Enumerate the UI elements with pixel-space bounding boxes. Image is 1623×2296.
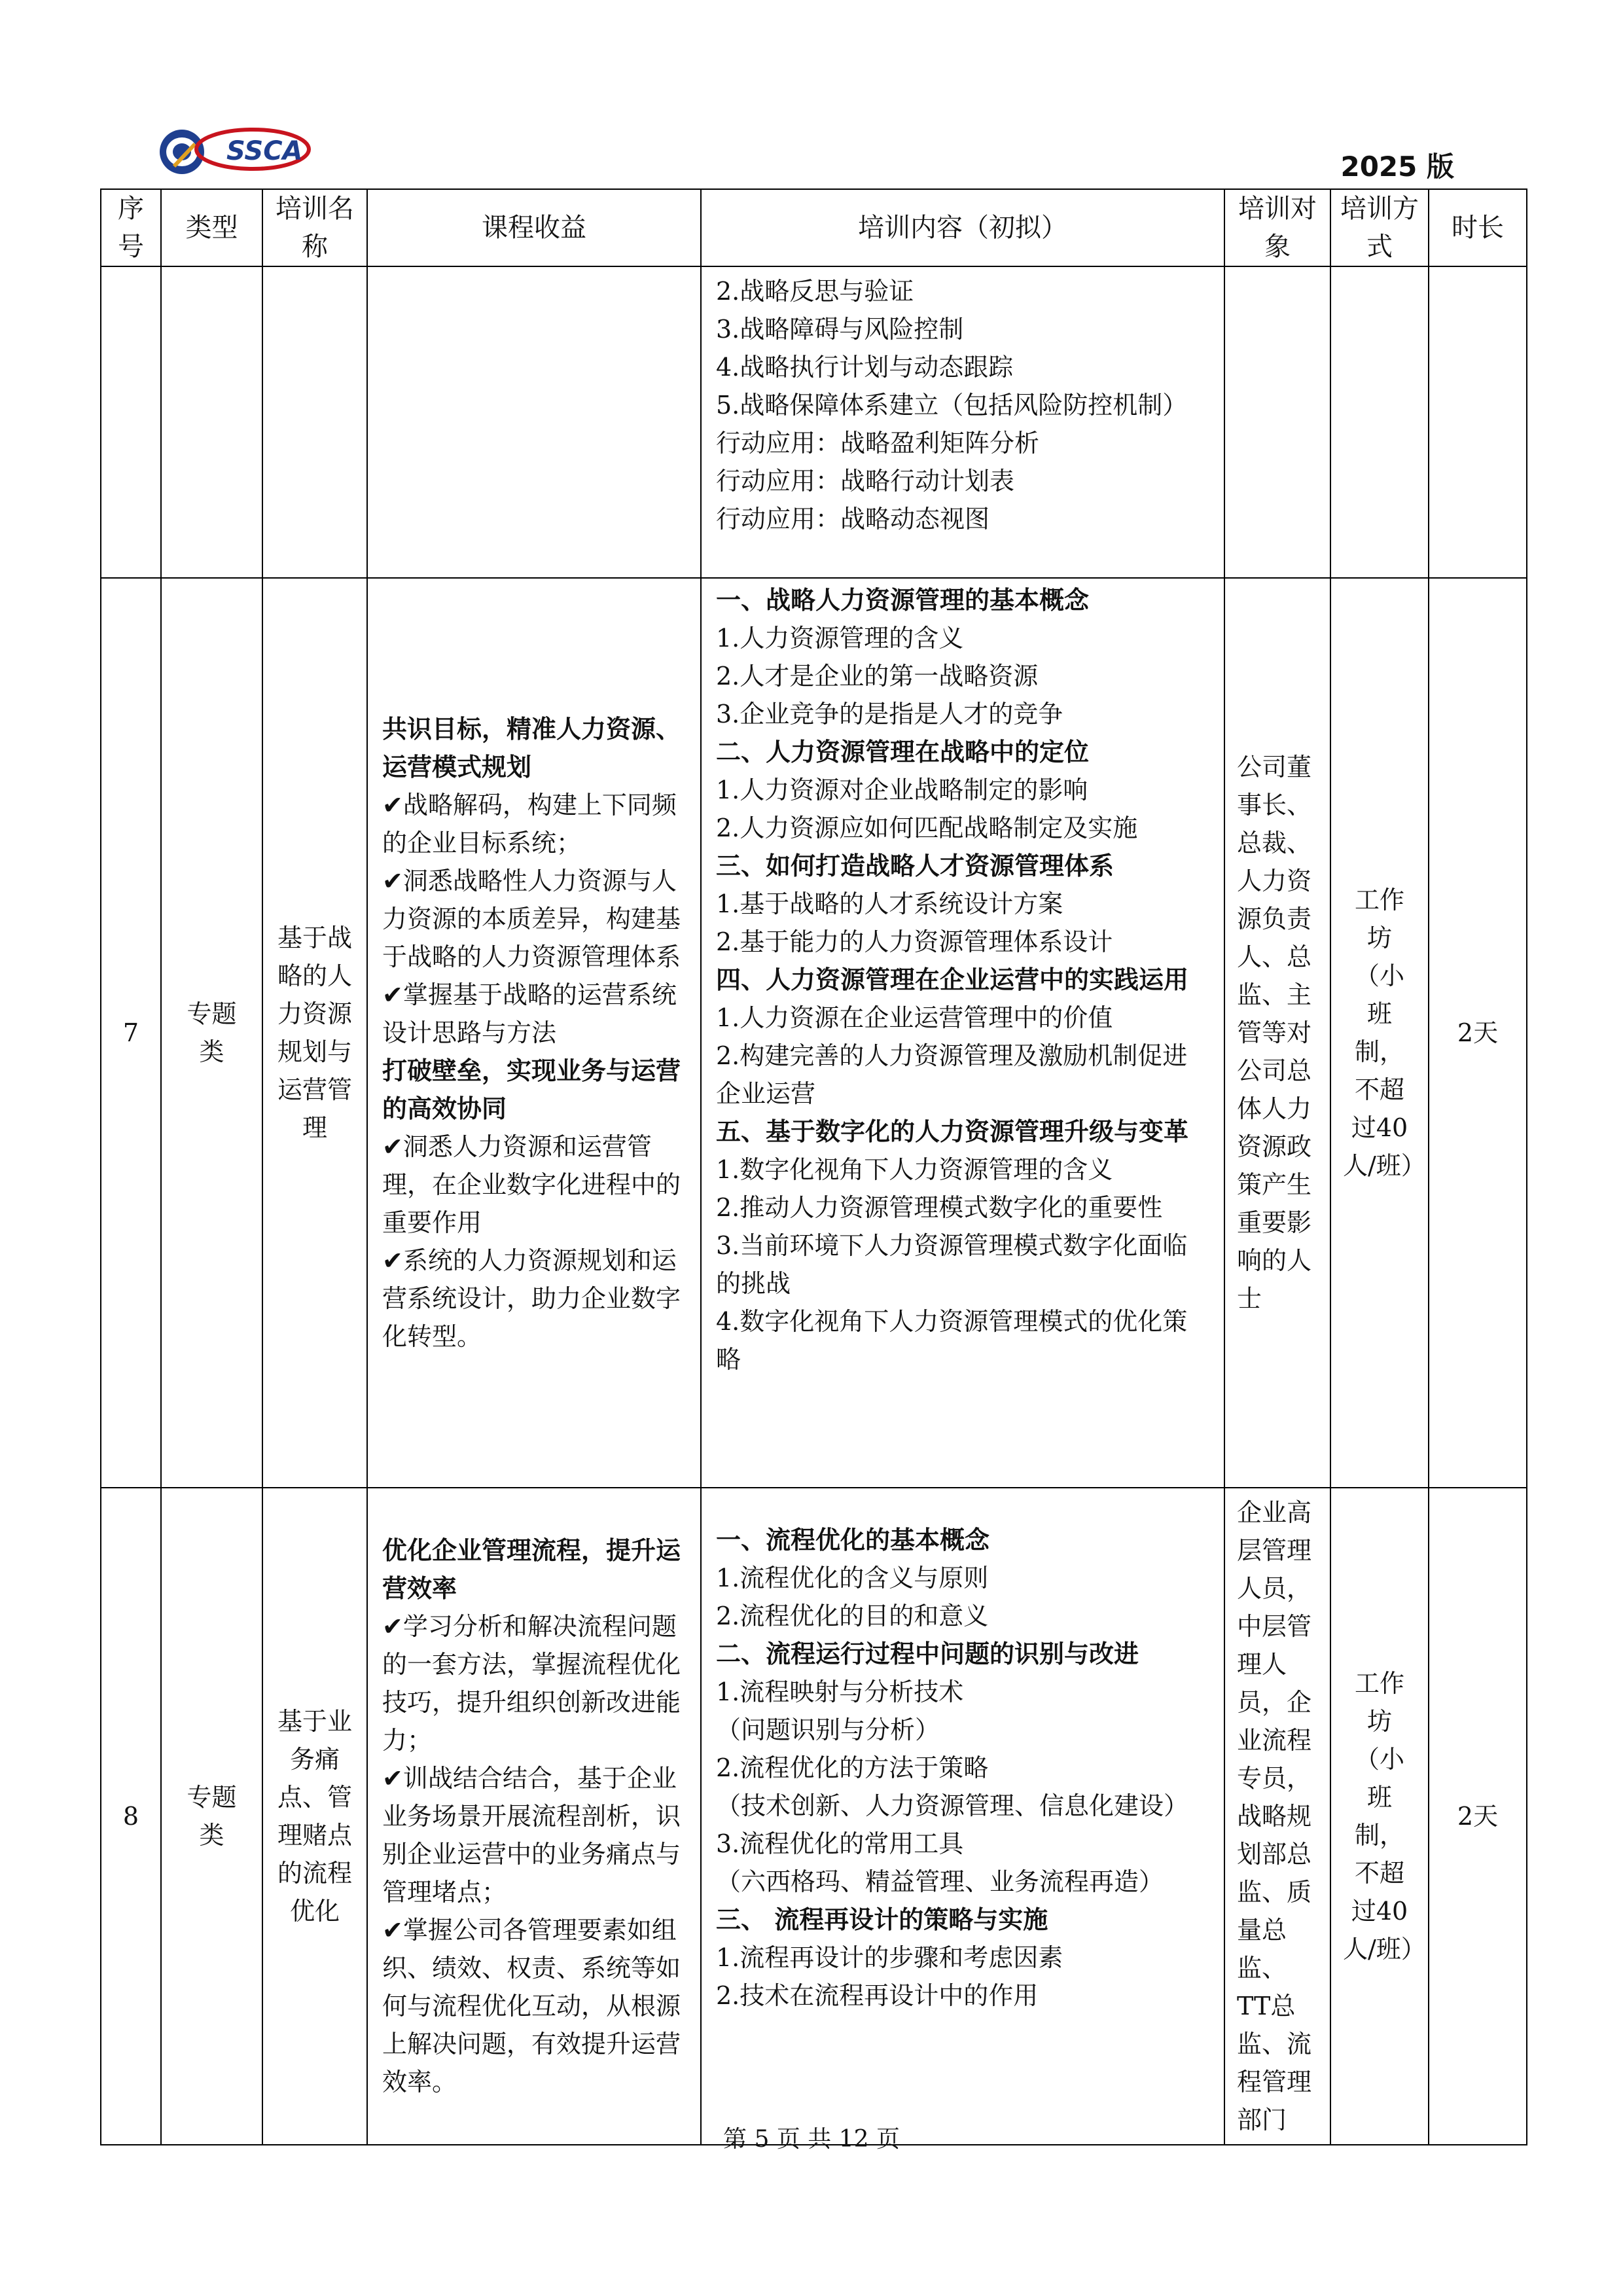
content-line: 3.企业竞争的是指是人才的竞争 [716,700,1063,728]
content-line: 一、流程优化的基本概念 [716,1525,990,1554]
content-line: 2.构建完善的人力资源管理及激励机制促进企业运营 [716,1041,1188,1108]
benefit-line: ✔掌握公司各管理要素如组织、绩效、权责、系统等如何与流程优化互动，从根源上解决问题，有效提升运营效率。 [382,1916,681,2096]
content-line: （六西格玛、精益管理、业务流程再造） [716,1867,1164,1896]
content-line: 一、战略人力资源管理的基本概念 [716,585,1090,615]
col-header-content: 培训内容（初拟） [701,189,1224,266]
content-line: 五、基于数字化的人力资源管理升级与变革 [716,1117,1189,1146]
content-line: 4.数字化视角下人力资源管理模式的优化策略 [716,1307,1188,1374]
content-line: 1.基于战略的人才系统设计方案 [716,889,1063,918]
content-line: （技术创新、人力资源管理、信息化建设） [716,1791,1189,1820]
page-footer: 第 5 页 共 12 页 [723,2126,900,2153]
benefit-line: ✔战略解码，构建上下同频的企业目标系统； [382,791,677,857]
content-line: 行动应用：战略盈利矩阵分析 [716,429,1040,457]
benefit-line: 共识目标，精准人力资源、运营模式规划 [382,714,681,781]
benefit-line: 打破壁垒，实现业务与运营的高效协同 [382,1056,681,1123]
training-method: 工作坊（小班制，不超过40人/班） [1330,578,1429,1488]
content-line: 3.流程优化的常用工具 [716,1829,964,1858]
content-cell [701,266,1224,578]
table-row-continuation [101,266,1527,578]
content-cell [701,1488,1224,2145]
benefit-line: ✔学习分析和解决流程问题的一套方法，掌握流程优化技巧，提升组织创新改进能力； [382,1612,681,1755]
row-type: 专题类 [161,1488,262,2145]
content-line: 三、 流程再设计的策略与实施 [716,1905,1048,1934]
content-line: 二、流程运行过程中问题的识别与改进 [716,1639,1139,1668]
content-line: 2.基于能力的人力资源管理体系设计 [716,927,1113,956]
content-line: 1.人力资源管理的含义 [716,624,964,653]
row-number: 8 [101,1488,161,2145]
version-label: 2025 版 [1340,151,1454,183]
content-line: 1.人力资源在企业运营管理中的价值 [716,1003,1113,1032]
col-header-duration: 时长 [1429,189,1527,266]
content-line: 2.人力资源应如何匹配战略制定及实施 [716,814,1138,842]
training-method: 工作坊（小班制，不超过40人/班） [1330,1488,1429,2145]
row-course-name: 基于业务痛点、管理赌点的流程优化 [262,1488,367,2145]
content-line: 1.数字化视角下人力资源管理的含义 [716,1155,1113,1184]
header-row [101,189,1527,266]
content-line: 5.战略保障体系建立（包括风险防控机制） [716,391,1188,420]
content-line: 1.流程优化的含义与原则 [716,1564,989,1592]
target-audience: 公司董事长、总裁、人力资源负责人、总监、主管等对公司总体人力资源政策产生重要影响的人士 [1224,578,1330,1488]
content-line: 行动应用：战略行动计划表 [716,467,1015,495]
content-line: 2.人才是企业的第一战略资源 [716,662,1039,691]
table-row [101,578,1527,1488]
course-table [100,188,1527,2145]
content-line: 2.战略反思与验证 [716,277,914,306]
content-line: 1.人力资源对企业战略制定的影响 [716,776,1088,804]
content-line: 2.推动人力资源管理模式数字化的重要性 [716,1193,1163,1222]
benefit-line: ✔掌握基于战略的运营系统设计思路与方法 [382,980,677,1047]
row-course-name: 基于战略的人力资源规划与运营管理 [262,578,367,1488]
col-header-no: 序号 [101,189,161,266]
content-line: 2.流程优化的目的和意义 [716,1602,989,1630]
col-header-target: 培训对象 [1224,189,1330,266]
benefit-line: ✔洞悉战略性人力资源与人力资源的本质差异，构建基于战略的人力资源管理体系 [382,867,681,971]
content-line: 3.当前环境下人力资源管理模式数字化面临的挑战 [716,1231,1188,1298]
row-type: 专题类 [161,578,262,1488]
benefits-cell [367,578,701,1488]
content-cell [701,578,1224,1488]
content-line: 4.战略执行计划与动态跟踪 [716,353,1014,382]
col-header-type: 类型 [161,189,262,266]
content-line: 四、人力资源管理在企业运营中的实践运用 [716,965,1189,994]
col-header-method: 培训方式 [1330,189,1429,266]
benefits-cell [367,1488,701,2145]
content-line: 2.技术在流程再设计中的作用 [716,1981,1039,2010]
ssca-logo [154,119,312,182]
duration: 2天 [1429,1488,1527,2145]
benefit-line: ✔训战结合结合，基于企业业务场景开展流程剖析，识别企业运营中的业务痛点与管理堵点； [382,1764,681,1907]
content-line: 1.流程映射与分析技术 [716,1677,964,1706]
duration: 2天 [1429,578,1527,1488]
col-header-benefits: 课程收益 [367,189,701,266]
content-line: 2.流程优化的方法于策略 [716,1753,989,1782]
benefit-line: 优化企业管理流程，提升运营效率 [382,1535,681,1603]
table-row [101,1488,1527,2145]
svg-text:SSCA: SSCA [226,136,303,166]
content-line: 二、人力资源管理在战略中的定位 [716,737,1090,766]
target-audience: 企业高层管理人员，中层管理人员，企业流程专员，战略规划部总监、质量总监、TT总监、流程管理部门 [1224,1488,1330,2145]
content-line: 3.战略障碍与风险控制 [716,315,964,344]
content-line: 行动应用：战略动态视图 [716,505,990,533]
content-line: （问题识别与分析） [716,1715,940,1744]
content-line: 三、如何打造战略人才资源管理体系 [716,851,1115,880]
benefit-line: ✔系统的人力资源规划和运营系统设计，助力企业数字化转型。 [382,1246,681,1351]
row-number: 7 [101,578,161,1488]
content-line: 1.流程再设计的步骤和考虑因素 [716,1943,1063,1972]
benefit-line: ✔洞悉人力资源和运营管理，在企业数字化进程中的重要作用 [382,1132,681,1237]
col-header-name: 培训名称 [262,189,367,266]
